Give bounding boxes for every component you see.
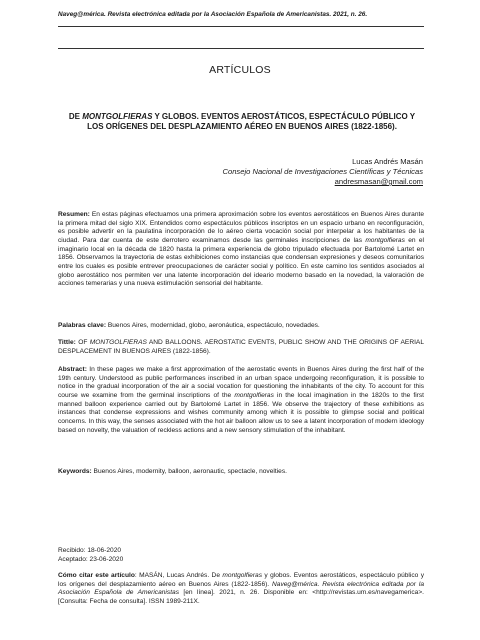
resumen-text-2: en el imaginario local en la década de 1820 hasta la primera experiencia de globo tripulado efectuada por Bartolomé Lartet en 1856. Observamos la trayectoria de estas exhibiciones como instancias que condensan expresiones y deseos comunitarios entre los cuales es posible entrever preocupaciones de carácter social y político. En este camino los sentidos asociados al globo aerostático nos permiten ver una latente incorporación del ideario moderno basado en la novedad, la valoración de acciones temerarias y una nueva estimulación sensorial del habitante. (58, 236, 424, 288)
citation-italic-1: montgolfieras (222, 572, 262, 579)
citation-italic-2: Naveg@mérica. Revista electrónica editada por la Asociación Española de Americanistas (58, 580, 424, 597)
title-suffix: Y GLOBOS. EVENTOS AEROSTÁTICOS, ESPECTÁCULO PÚBLICO Y LOS ORÍGENES DEL DESPLAZAMIENTO AÉREO EN BUENOS AIRES (1822-1856). (87, 112, 416, 132)
citation-label: Cómo citar este artículo (58, 572, 135, 579)
resumen-text-1: En estas páginas efectuamos una primera aproximación sobre los eventos aerostáticos en Buenos Aires durante la primera mitad del siglo XIX. Entendidos como espectáculos públicos inscriptos en un espacio urbano en reconfiguración, es posible advertir en la paulatina incorporación de lo aéreo cierta vocación social por interpelar a los habitantes de la ciudad. Para dar cuenta de este derrotero examinamos desde las germinales inscripciones de las (58, 211, 424, 244)
english-title-label: Tittle: (58, 339, 76, 346)
section-rule (58, 48, 424, 49)
resumen-paragraph (58, 211, 424, 289)
journal-header: Naveg@mérica. Revista electrónica editada por la Asociación Española de Americanistas. 2021, n. 26. (58, 11, 368, 18)
author-block (223, 157, 424, 187)
citation-text-3: [en línea]. 2021, n. 26. Disponible en: <http://revistas.um.es/navegamerica>. [Consulta: Fecha de consulta]. ISSN 1989-211X. (58, 589, 425, 605)
accepted-date: Aceptado: 23-06-2020 (58, 556, 124, 563)
english-title-italic: MONTGOLFIERAS (89, 339, 147, 346)
english-title-post: AND BALLOONS. AEROSTATIC EVENTS, PUBLIC SHOW AND THE ORIGINS OF AERIAL DESPLACEMENT IN BUENOS AIRES (1822-1856). (58, 339, 424, 355)
abstract-paragraph (58, 366, 424, 435)
english-title-pre: OF (75, 339, 90, 346)
english-title (58, 339, 424, 356)
abstract-italic: montgolfieras (234, 391, 274, 399)
abstract-label: Abstract: (58, 366, 87, 373)
citation-block (58, 572, 424, 606)
abstract-text-1: In these pages we make a first approximation of the aerostatic events in Buenos Aires during the first half of the 19th century. Understood as public performances inscribed in an urban space undergoing reconfiguration, it is possible to notice in the gradual incorporation of the air a social vocation for questioning the inhabitants of the city. To account for this course we examine from the germinal inscriptions of the (58, 366, 424, 399)
palabras-text: Buenos Aires, modernidad, globo, aeronáutica, espectáculo, novedades. (106, 322, 320, 329)
title-italic: MONTGOLFIERAS (82, 112, 153, 121)
keywords (58, 468, 424, 477)
author-institution: Consejo Nacional de Investigaciones Científicas y Técnicas (222, 167, 423, 176)
dates-block (58, 546, 123, 564)
abstract-text-2: in the local imagination in the 1820s to the first manned balloon experience carried out by Bartolomé Lartet in 1856. We observe the trajectory of these exhibitions as instances that condense expressions and wishes community among which it is possible to glimpse social and political concerns. In this way, the senses associated with the hot air balloon allow us to see a latent incorporation of modern ideology based on novelty, the valuation of reckless actions and a new sensory stimulation of the inhabitant. (58, 391, 425, 434)
header-rule (58, 26, 424, 27)
author-email-link[interactable]: andresmasan@gmail.com (334, 177, 423, 186)
article-title (62, 112, 422, 132)
section-heading: ARTÍCULOS (209, 64, 271, 76)
palabras-clave (58, 322, 424, 331)
resumen-label: Resumen: (58, 211, 90, 218)
palabras-label: Palabras clave: (58, 322, 107, 329)
keywords-label: Keywords: (58, 468, 92, 475)
received-date: Recibido: 18-06-2020 (58, 547, 122, 554)
citation-text-1: : MASÁN, Lucas Andrés. De (134, 572, 223, 579)
citation-text-2: y globos. Eventos aerostáticos, espectáculo público y los orígenes del desplazamiento aéreo en Buenos Aires (1822-1856). (58, 572, 425, 588)
title-prefix: DE (68, 112, 83, 121)
resumen-italic: montgolfieras (365, 236, 405, 244)
author-name: Lucas Andrés Masán (352, 157, 423, 166)
keywords-text: Buenos Aires, modernity, balloon, aeronautic, spectacle, novelties. (91, 468, 287, 475)
